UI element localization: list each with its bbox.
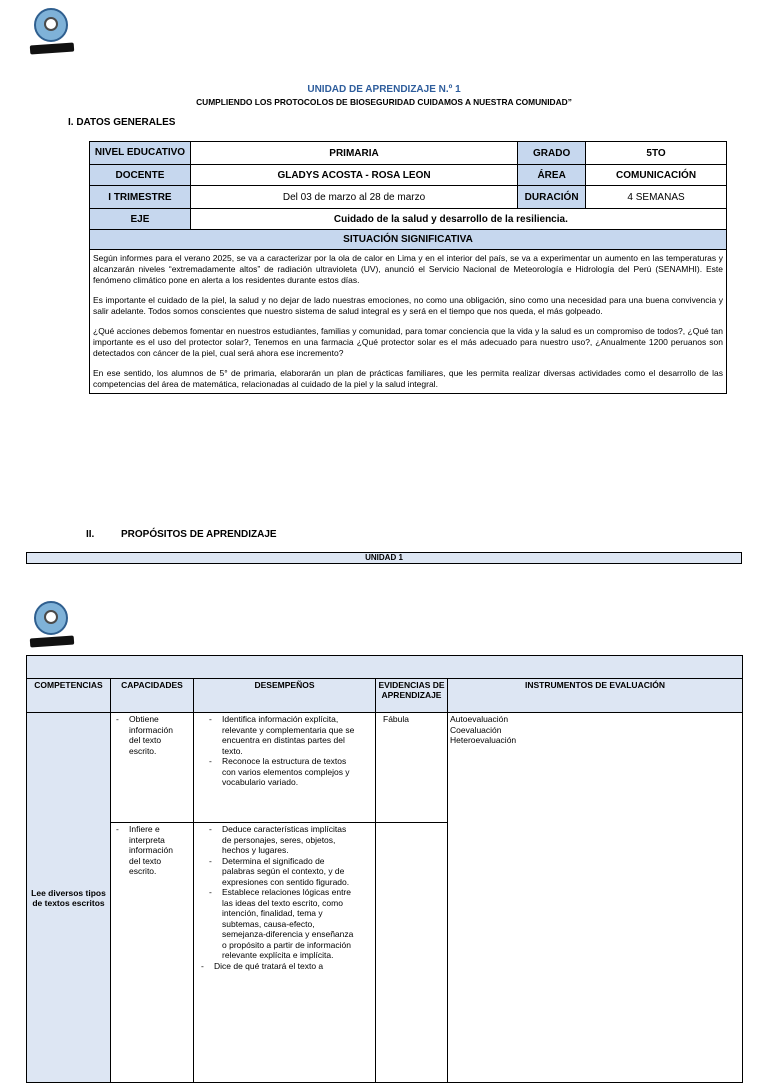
capacidad-item: - Obtiene información del texto escrito. [129,714,171,756]
school-logo-ribbon [30,42,75,54]
situacion-label: SITUACIÓN SIGNIFICATIVA [90,230,727,250]
school-logo [30,8,74,58]
capacidad-item: - Infiere e interpreta información del texto escrito. [129,824,171,877]
instrumento-item: Heteroevaluación [450,735,517,745]
table-row [90,165,727,186]
desempeno-item: - Dice de qué tratará el texto a [214,961,355,972]
desempeno-item: - Determina el significado de palabras según el contexto, y de expresiones con sentido figurado. [222,856,355,888]
school-logo-ribbon [30,635,75,647]
datos-generales-table [89,141,727,394]
table-row [90,209,727,230]
section-propositos-title [86,529,277,540]
table-row [90,186,727,209]
unit-title: UNIDAD DE APRENDIZAJE N.º 1 [307,84,461,95]
eje-label: EJE [90,209,191,230]
school-crest-icon [34,8,68,42]
table-row [90,142,727,165]
situacion-paragraph: Según informes para el verano 2025, se va a caracterizar por la ola de calor en Lima y en el interior del país, se va a experimentar un aumento en las temperaturas y alcanzarán niveles “extremadamente altos” de radiación ultravioleta (UV), anunció el Servicio Nacional de Meteorología e Hidrología del Perú (SENAMHI). Este fenómeno climático pone en alerta a los residentes durante estos días. [93,253,723,285]
trimestre-label: I TRIMESTRE [90,186,191,209]
instrumento-item: Coevaluación [450,724,502,735]
situacion-paragraph: En ese sentido, los alumnos de 5° de primaria, elaborarán un plan de prácticas familiares, que les permita realizar diversas actividades como el desarrollo de las competencias del área de matemática, relacionadas al cuidado de la piel y la salud integral. [93,368,723,389]
table-header-band [27,656,743,679]
header-capacidades: CAPACIDADES [111,679,194,713]
docente-value: GLADYS ACOSTA - ROSA LEON [190,165,517,186]
evidencia-empty-cell [376,823,448,1083]
unidad-bar: UNIDAD 1 [26,552,742,564]
instrumento-item: Autoevaluación [450,714,509,724]
desempeno-item: - Identifica información explícita, relevante y complementaria que se encuentra en distintas partes del texto. [222,714,355,756]
grado-label: GRADO [518,142,586,165]
area-label: ÁREA [518,165,586,186]
capacidad-cell [111,823,194,1083]
trimestre-value: Del 03 de marzo al 28 de marzo [190,186,517,209]
section-datos-generales-title: I. DATOS GENERALES [68,117,176,128]
competencia-cell: Lee diversos tipos de textos escritos [27,713,111,1083]
header-desempenos: DESEMPEÑOS [194,679,376,713]
eje-value: Cuidado de la salud y desarrollo de la resiliencia. [190,209,726,230]
evidencia-cell: Fábula [376,713,448,823]
nivel-value: PRIMARIA [190,142,517,165]
table-row [90,230,727,250]
section-number: II. [86,529,95,540]
header-evidencias: EVIDENCIAS DE APRENDIZAJE [376,679,448,713]
situacion-paragraph: Es importante el cuidado de la piel, la salud y no dejar de lado nuestras emociones, no como una obligación, sino como una necesidad para una buena convivencia y salir adelante. Todos somos conscientes que nuestro sistema de salud integral es y será en el tiempo que nos queda, el más golpeado. [93,295,723,316]
school-crest-icon [34,601,68,635]
desempeno-item: - Reconoce la estructura de textos con varios elementos complejos y vocabulario variado. [222,756,355,788]
desempeno-item: - Establece relaciones lógicas entre las ideas del texto escrito, como intención, finalidad, tema y subtemas, causa-efecto, semejanza-diferencia y enseñanza o propósito a partir de información relevante explícita e implícita. [222,887,355,961]
situacion-paragraph: ¿Qué acciones debemos fomentar en nuestros estudiantes, familias y comunidad, para tomar conciencia que la vida y la salud es un compromiso de todos?, ¿Qué tan importante es el uso del protector solar?, Tenemos en una farmacia ¿Qué protector solar es el más adecuado para nuestro uso?, ¿Anualmente 1200 peruanos son detectados con cáncer de la piel, cual será ahora ese incremento? [93,326,723,358]
desempeno-item: - Deduce características implícitas de personajes, seres, objetos, hechos y lugares. [222,824,355,856]
propositos-table [26,655,743,1083]
nivel-label: NIVEL EDUCATIVO [90,142,191,165]
table-row [90,250,727,394]
header-instrumentos: INSTRUMENTOS DE EVALUACIÓN [448,679,743,713]
header-competencias: COMPETENCIAS [27,679,111,713]
section-title: PROPÓSITOS DE APRENDIZAJE [121,529,277,540]
capacidad-cell [111,713,194,823]
desempenos-cell [194,713,376,823]
instrumentos-cell [448,713,743,1083]
duracion-label: DURACIÓN [518,186,586,209]
unit-subtitle: CUMPLIENDO LOS PROTOCOLOS DE BIOSEGURIDAD CUIDAMOS A NUESTRA COMUNIDAD” [196,97,572,107]
docente-label: DOCENTE [90,165,191,186]
school-logo [30,601,74,651]
grado-value: 5TO [586,142,727,165]
situacion-text [90,250,727,394]
desempenos-cell [194,823,376,1083]
table-row [27,713,743,823]
table-header-row [27,679,743,713]
duracion-value: 4 SEMANAS [586,186,727,209]
area-value: COMUNICACIÓN [586,165,727,186]
